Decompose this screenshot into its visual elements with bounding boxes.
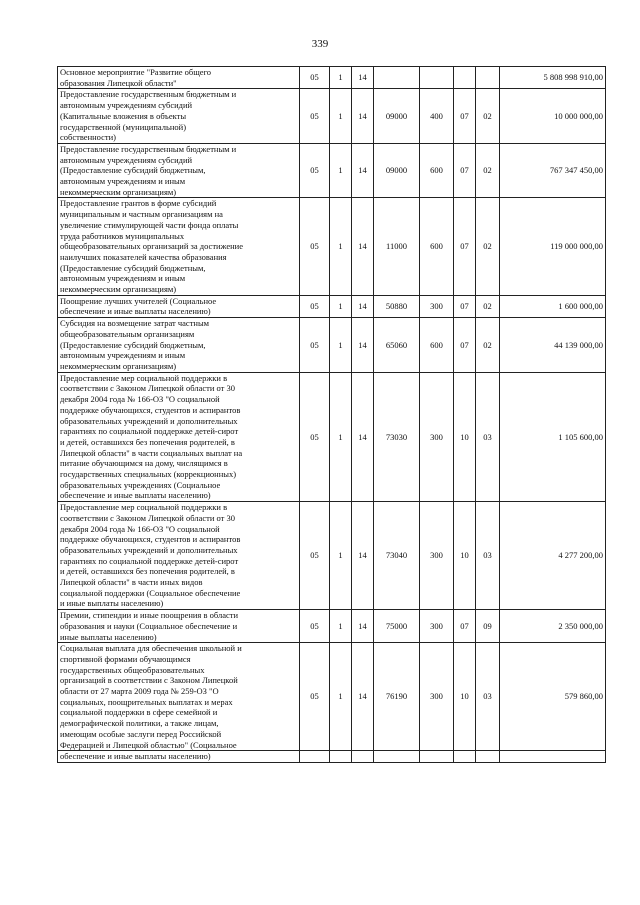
cell-subprogram: 1 (330, 318, 352, 373)
cell-code: 73040 (374, 502, 420, 610)
cell-expense-type: 600 (420, 198, 454, 295)
cell-subprogram: 1 (330, 67, 352, 89)
cell-section: 05 (300, 610, 330, 643)
table-row (58, 198, 606, 295)
cell-amount: 767 347 450,00 (500, 143, 606, 198)
cell-expense-type: 400 (420, 89, 454, 144)
cell-subprogram (330, 751, 352, 763)
cell-subprogram: 1 (330, 610, 352, 643)
row-description-partial: обеспечение и иные выплаты населению) (58, 751, 300, 763)
cell-subprogram: 1 (330, 295, 352, 317)
row-description: Субсидия на возмещение затрат частным общеобразовательным организациям (Предоставление субсидий бюджетным, автономным учреждениям и иным некоммерческим организациям) (58, 318, 300, 373)
cell-subchapter: 02 (476, 295, 500, 317)
cell-subchapter: 02 (476, 143, 500, 198)
cell-subchapter: 02 (476, 89, 500, 144)
table-row (58, 318, 606, 373)
cell-program: 14 (352, 143, 374, 198)
cell-subprogram: 1 (330, 89, 352, 144)
cell-chapter: 10 (454, 502, 476, 610)
cell-section: 05 (300, 372, 330, 501)
cell-subprogram: 1 (330, 372, 352, 501)
table-row (58, 610, 606, 643)
cell-section (300, 751, 330, 763)
cell-subprogram: 1 (330, 143, 352, 198)
cell-code: 50880 (374, 295, 420, 317)
cell-code: 65060 (374, 318, 420, 373)
cell-code: 75000 (374, 610, 420, 643)
cell-program: 14 (352, 89, 374, 144)
cell-subchapter (476, 751, 500, 763)
cell-section: 05 (300, 643, 330, 751)
row-description: Предоставление государственным бюджетным и автономным учреждениям субсидий (Капитальные вложения в объекты государственной (муниципальной) собственности) (58, 89, 300, 144)
cell-chapter: 07 (454, 610, 476, 643)
cell-subprogram: 1 (330, 643, 352, 751)
cell-subchapter: 02 (476, 318, 500, 373)
table-row (58, 67, 606, 89)
cell-program: 14 (352, 610, 374, 643)
cell-chapter: 07 (454, 295, 476, 317)
cell-expense-type: 600 (420, 143, 454, 198)
cell-amount: 119 000 000,00 (500, 198, 606, 295)
cell-section: 05 (300, 318, 330, 373)
cell-subchapter (476, 67, 500, 89)
page-number: 339 (311, 38, 329, 50)
cell-program: 14 (352, 67, 374, 89)
cell-amount: 579 860,00 (500, 643, 606, 751)
cell-expense-type: 300 (420, 643, 454, 751)
cell-chapter (454, 751, 476, 763)
row-description: Предоставление государственным бюджетным и автономным учреждениям субсидий (Предоставление субсидий бюджетным, автономным учреждениям и иным некоммерческим организациям) (58, 143, 300, 198)
cell-amount: 44 139 000,00 (500, 318, 606, 373)
cell-subchapter: 03 (476, 372, 500, 501)
cell-chapter (454, 67, 476, 89)
cell-program: 14 (352, 502, 374, 610)
cell-expense-type: 300 (420, 502, 454, 610)
cell-program: 14 (352, 295, 374, 317)
row-description: Поощрение лучших учителей (Социальное обеспечение и иные выплаты населению) (58, 295, 300, 317)
cell-code (374, 751, 420, 763)
cell-chapter: 07 (454, 318, 476, 373)
cell-code (374, 67, 420, 89)
budget-table (57, 66, 606, 763)
table-row (58, 372, 606, 501)
cell-subchapter: 02 (476, 198, 500, 295)
cell-chapter: 07 (454, 143, 476, 198)
cell-expense-type: 300 (420, 372, 454, 501)
cell-code: 73030 (374, 372, 420, 501)
table-row (58, 643, 606, 751)
table-row (58, 89, 606, 144)
cell-section: 05 (300, 198, 330, 295)
row-description: Предоставление мер социальной поддержки в соответствии с Законом Липецкой области от 30 декабря 2004 года № 166-ОЗ "О социальной поддержке обучающихся, студентов и аспирантов образовательных учреждений и дополнительных гарантиях по социальной поддержке детей-сирот и детей, оставшихся без попечения родителей, в Липецкой области" в части социальных выплат на питание обучающимся на дому, числящимся в государственных специальных (коррекционных) образовательных учреждениях (Социальное обеспечение и иные выплаты населению) (58, 372, 300, 501)
row-description: Премии, стипендии и иные поощрения в области образования и науки (Социальное обеспечение и иные выплаты населению) (58, 610, 300, 643)
cell-code: 11000 (374, 198, 420, 295)
cell-section: 05 (300, 143, 330, 198)
cell-expense-type (420, 751, 454, 763)
table-row-partial (58, 751, 606, 763)
cell-amount (500, 751, 606, 763)
cell-section: 05 (300, 502, 330, 610)
cell-code: 76190 (374, 643, 420, 751)
cell-section: 05 (300, 295, 330, 317)
row-description: Предоставление грантов в форме субсидий муниципальным и частным организациям на увеличение стимулирующей части фонда оплаты труда работников муниципальных общеобразовательных организаций за достижение наилучших показателей качества образования (Предоставление субсидий бюджетным, автономным учреждениям и иным некоммерческим организациям) (58, 198, 300, 295)
row-description: Основное мероприятие "Развитие общего образования Липецкой области" (58, 67, 300, 89)
cell-subprogram: 1 (330, 502, 352, 610)
cell-chapter: 10 (454, 643, 476, 751)
cell-amount: 5 808 998 910,00 (500, 67, 606, 89)
cell-chapter: 07 (454, 89, 476, 144)
cell-program (352, 751, 374, 763)
cell-amount: 1 105 600,00 (500, 372, 606, 501)
cell-expense-type: 600 (420, 318, 454, 373)
row-description: Предоставление мер социальной поддержки в соответствии с Законом Липецкой области от 30 декабря 2004 года № 166-ОЗ "О социальной поддержке обучающихся, студентов и аспирантов образовательных учреждений и дополнительных гарантиях по социальной поддержке детей-сирот и детей, оставшихся без попечения родителей, в Липецкой области" в части иных видов социальной поддержки (Социальное обеспечение и иные выплаты населению) (58, 502, 300, 610)
cell-subprogram: 1 (330, 198, 352, 295)
cell-chapter: 07 (454, 198, 476, 295)
cell-amount: 1 600 000,00 (500, 295, 606, 317)
cell-program: 14 (352, 372, 374, 501)
cell-amount: 4 277 200,00 (500, 502, 606, 610)
cell-program: 14 (352, 643, 374, 751)
cell-expense-type (420, 67, 454, 89)
table-row (58, 295, 606, 317)
cell-code: 09000 (374, 89, 420, 144)
cell-code: 09000 (374, 143, 420, 198)
table-row (58, 502, 606, 610)
cell-expense-type: 300 (420, 295, 454, 317)
row-description: Социальная выплата для обеспечения школьной и спортивной формами обучающимся государственных общеобразовательных организаций в соответствии с Законом Липецкой области от 27 марта 2009 года № 259-ОЗ "О социальных, поощрительных выплатах и мерах социальной поддержки в сфере семейной и демографической политики, а также лицам, имеющим особые заслуги перед Российской Федерацией и Липецкой областью" (Социальное (58, 643, 300, 751)
cell-section: 05 (300, 89, 330, 144)
cell-subchapter: 03 (476, 643, 500, 751)
cell-amount: 10 000 000,00 (500, 89, 606, 144)
cell-subchapter: 03 (476, 502, 500, 610)
table-row (58, 143, 606, 198)
cell-program: 14 (352, 318, 374, 373)
cell-amount: 2 350 000,00 (500, 610, 606, 643)
cell-section: 05 (300, 67, 330, 89)
cell-subchapter: 09 (476, 610, 500, 643)
cell-expense-type: 300 (420, 610, 454, 643)
cell-chapter: 10 (454, 372, 476, 501)
cell-program: 14 (352, 198, 374, 295)
